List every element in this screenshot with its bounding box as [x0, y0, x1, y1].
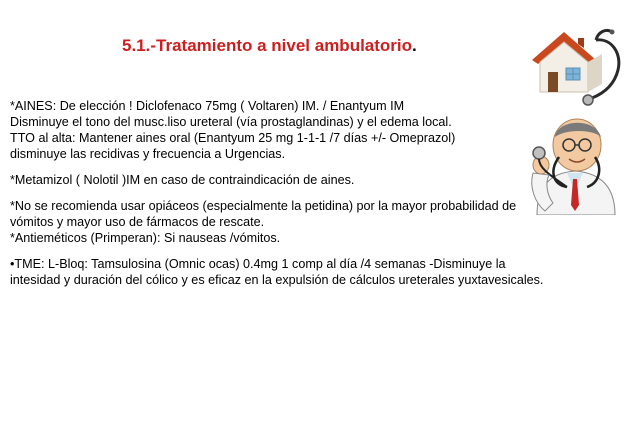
paragraph-opiaceos [10, 198, 630, 246]
text-line: •TME: L-Bloq: Tamsulosina (Omnic ocas) 0.4mg 1 comp al día /4 semanas -Disminuye la [10, 257, 506, 271]
text-line: *No se recomienda usar opiáceos (especialmente la petidina) por la mayor probabilidad de [10, 199, 517, 213]
content-body [10, 98, 630, 298]
slide-title-period: . [412, 36, 417, 55]
text-line: intesidad y duración del cólico y es eficaz en la expulsión de cálculos ureterales yuxtavesicales. [10, 273, 544, 287]
paragraph-aines [10, 98, 630, 162]
slide-title-text: 5.1.-Tratamiento a nivel ambulatorio [122, 36, 413, 55]
text-line: *Antieméticos (Primperan): Si nauseas /vómitos. [10, 231, 281, 245]
house-with-stethoscope-icon [526, 20, 626, 106]
text-line: vómitos y mayor uso de fármacos de rescate. [10, 215, 265, 229]
slide-title [122, 36, 417, 56]
text-line: TTO al alta: Mantener aines oral (Enantyum 25 mg 1-1-1 /7 días +/- Omeprazol) [10, 131, 456, 145]
text-line: *AINES: De elección ! Diclofenaco 75mg ( Voltaren) IM. / Enantyum IM [10, 99, 405, 113]
paragraph-tme [10, 256, 630, 288]
text-line: disminuye las recidivas y frecuencia a Urgencias. [10, 147, 286, 161]
paragraph-metamizol [10, 172, 630, 188]
text-line: Disminuye el tono del musc.liso ureteral (vía prostaglandinas) y el edema local. [10, 115, 452, 129]
text-line: *Metamizol ( Nolotil )IM en caso de contraindicación de aines. [10, 173, 355, 187]
